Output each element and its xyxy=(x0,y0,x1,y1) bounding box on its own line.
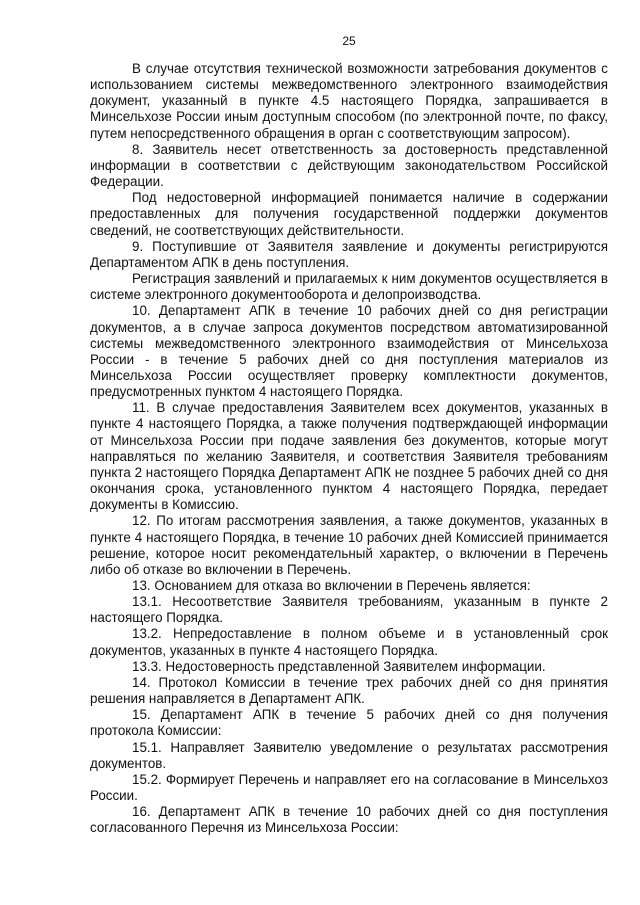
paragraph-item-12: 12. По итогам рассмотрения заявления, а также документов, указанных в пункте 4 настоящего Порядка, в течение 10 рабочих дней Комиссией принимается решение, которое носит рекомендательный характер, о включении в Перечень либо об отказе во включении в Перечень. xyxy=(90,513,608,577)
page-number: 25 xyxy=(342,34,356,48)
paragraph-item-13-1: 13.1. Несоответствие Заявителя требованиям, указанным в пункте 2 настоящего Порядка. xyxy=(90,594,608,626)
paragraph-item-13-2: 13.2. Непредоставление в полном объеме и в установленный срок документов, указанных в пункте 4 настоящего Порядка. xyxy=(90,626,608,658)
paragraph-item-15-1: 15.1. Направляет Заявителю уведомление о результатах рассмотрения документов. xyxy=(90,739,608,771)
paragraph-item-13: 13. Основанием для отказа во включении в Перечень является: xyxy=(132,578,531,593)
paragraph-false-info-definition: Под недостоверной информацией понимается наличие в содержании предоставленных для получения государственной поддержки документов сведений, не соответствующих действительности. xyxy=(90,190,608,238)
paragraph-registration: Регистрация заявлений и прилагаемых к ним документов осуществляется в системе электронного документооборота и делопроизводства. xyxy=(90,271,608,303)
paragraph-item-10: 10. Департамент АПК в течение 10 рабочих дней со дня регистрации документов, а в случае запроса документов посредством автоматизированной системы межведомственного электронного взаимодействия от Минсельхоза России - в течение 5 рабочих дней со дня поступления материалов из Минсельхоза России осуществляет проверку комплектности документов, предусмотренных пунктом 4 настоящего Порядка. xyxy=(90,303,608,400)
paragraph-request-alternative: В случае отсутствия технической возможности затребования документов с использованием системы межведомственного электронного взаимодействия документ, указанный в пункте 4.5 настоящего Порядка, запрашивается в Минсельхозе России иным доступным способом (по электронной почте, по факсу, путем непосредственного обращения в орган с соответствующим запросом). xyxy=(90,61,608,141)
paragraph-item-8: 8. Заявитель несет ответственность за достоверность представленной информации в соответствии с действующим законодательством Российской Федерации. xyxy=(90,141,608,190)
paragraph-item-13-3: 13.3. Недостоверность представленной Заявителем информации. xyxy=(132,658,546,674)
paragraph-item-14: 14. Протокол Комиссии в течение трех рабочих дней со дня принятия решения направляется в Департамент АПК. xyxy=(90,674,608,707)
paragraph-item-11: 11. В случае предоставления Заявителем всех документов, указанных в пункте 4 настоящего Порядка, а также получения подтверждающей информации от Минсельхоза России при подаче заявления без документов, которые могут направляться по желанию Заявителя, и соответствия Заявителя требованиям пункта 2 настоящего Порядка Департамент АПК не позднее 5 рабочих дней со дня окончания срока, установленного пунктом 4 настоящего Порядка, передает документы в Комиссию. xyxy=(90,400,608,513)
paragraph-item-15-2: 15.2. Формирует Перечень и направляет его на согласование в Минсельхоз России. xyxy=(90,771,608,804)
paragraph-item-16: 16. Департамент АПК в течение 10 рабочих дней со дня поступления согласованного Перечня из Минсельхоза России: xyxy=(90,804,608,836)
paragraph-item-15: 15. Департамент АПК в течение 5 рабочих дней со дня получения протокола Комиссии: xyxy=(90,707,608,739)
paragraph-item-9: 9. Поступившие от Заявителя заявление и документы регистрируются Департаментом АПК в день поступления. xyxy=(90,238,608,270)
